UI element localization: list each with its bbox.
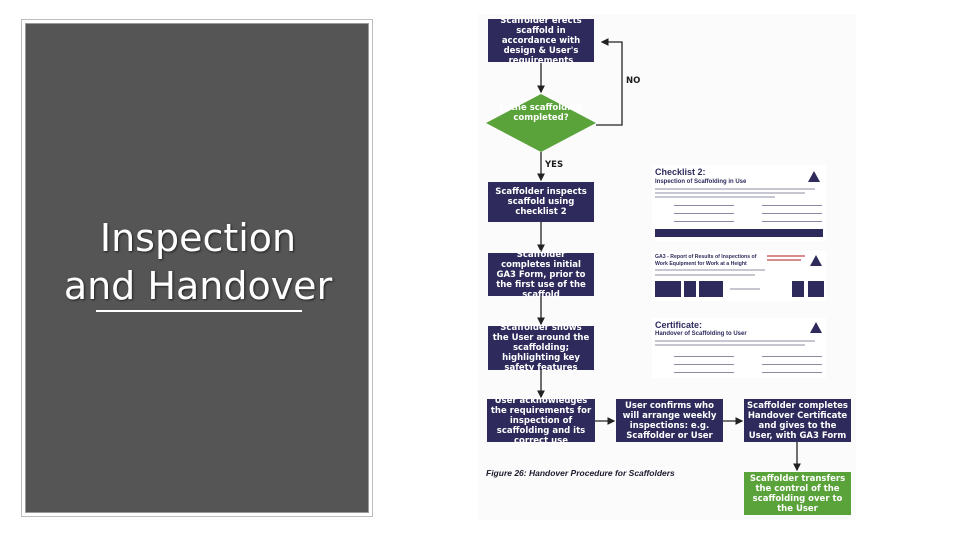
slide-title-line-1: Inspection [99, 216, 297, 260]
ga3-report-thumbnail [652, 251, 826, 301]
certificate-subtitle: Handover of Scaffolding to User [655, 331, 747, 337]
label-yes: YES [545, 160, 564, 170]
node-transfer-control-text: Scaffolder transfers the control of the scaffolding over to the User [749, 473, 846, 514]
label-no: NO [626, 76, 641, 86]
logo-icon [810, 255, 822, 267]
node-handover-certificate [744, 399, 851, 442]
figure-caption: Figure 26: Handover Procedure for Scaffolders [486, 468, 675, 478]
node-user-acknowledges-text: User acknowledges the requirements for inspection of scaffolding and its correct use [490, 395, 592, 446]
node-user-confirms-text: User confirms who will arrange weekly inspections: e.g. Scaffolder or User [622, 400, 717, 441]
node-decision-text: Is the scaffolding completed? [499, 103, 583, 123]
node-handover-certificate-text: Scaffolder completes Handover Certificate and gives to the User, with GA3 Form [747, 400, 848, 441]
node-transfer-control [744, 472, 851, 515]
node-user-confirms [616, 399, 723, 442]
checklist-subtitle: Inspection of Scaffolding in Use [655, 179, 747, 185]
connector-no-loop [596, 42, 622, 125]
node-user-acknowledges [487, 395, 595, 446]
logo-icon [808, 171, 820, 183]
logo-icon [810, 322, 822, 334]
handover-certificate-thumbnail [652, 318, 826, 378]
node-ga3-form-text: Scaffolder completes initial GA3 Form, prior to the first use of the scaffold [496, 249, 586, 300]
node-inspect-scaffold-text: Scaffolder inspects scaffold using checklist 2 [495, 187, 587, 217]
checklist-2-thumbnail [652, 165, 826, 241]
checklist-title: Checklist 2: [655, 167, 706, 177]
certificate-title: Certificate: [655, 320, 703, 330]
node-erect-scaffold [488, 15, 594, 66]
ga3-report-title: GA3 - Report of Results of Inspections of Work Equipment for Work at a Height [655, 254, 757, 267]
node-show-user [488, 323, 594, 373]
node-inspect-scaffold [488, 182, 594, 222]
node-erect-scaffold-text: Scaffolder erects scaffold in accordance with design & User's requirements [500, 15, 582, 66]
slide-title-line-2: and Handover [63, 264, 333, 308]
node-ga3-form [488, 249, 594, 300]
node-show-user-text: Scaffolder shows the User around the scaffolding; highlighting key safety features [492, 323, 590, 373]
